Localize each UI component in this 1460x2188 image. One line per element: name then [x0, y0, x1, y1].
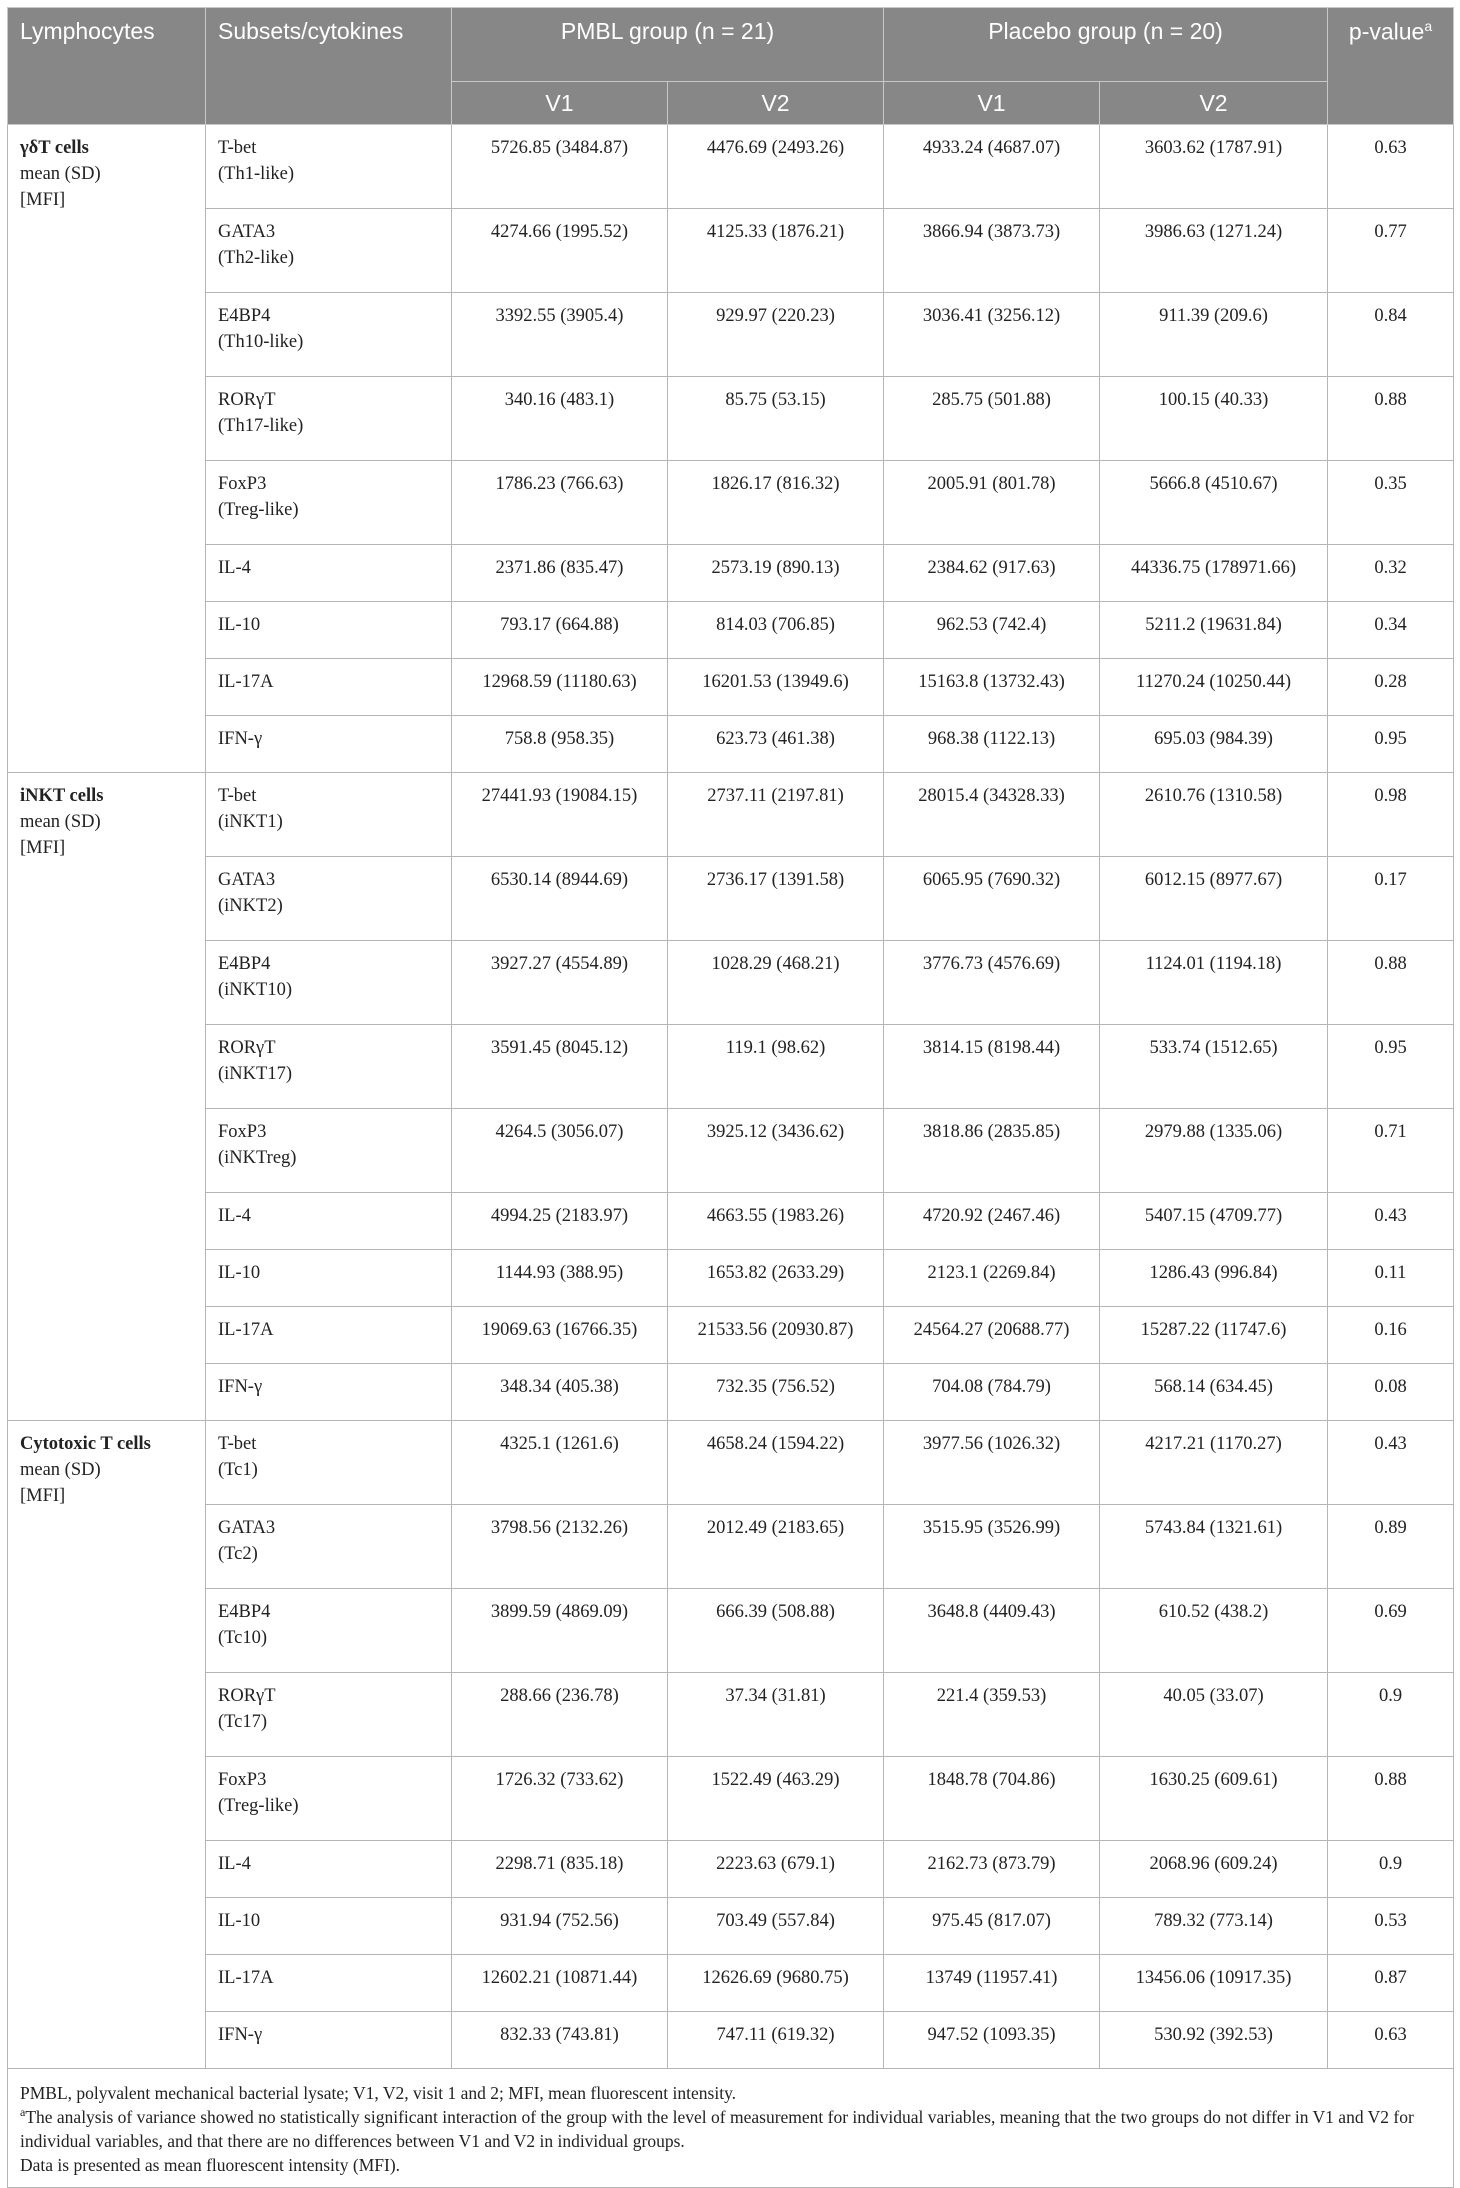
lymphocyte-group-unit: mean (SD): [20, 1460, 101, 1480]
subset-cell: [206, 1589, 452, 1673]
table-row: [8, 1505, 1454, 1589]
value-cell-pmbl-v1: 12968.59 (11180.63): [452, 659, 668, 716]
value-cell-pmbl-v1: 3392.55 (3905.4): [452, 293, 668, 377]
p-value-cell: 0.98: [1328, 773, 1454, 857]
subset-name: IL-4: [218, 1854, 251, 1874]
lymphocyte-group-unit: [MFI]: [20, 838, 66, 858]
subset-name: RORγT: [218, 1038, 276, 1058]
value-cell-pmbl-v2: 2737.11 (2197.81): [668, 773, 884, 857]
value-cell-pmbl-v1: 19069.63 (16766.35): [452, 1307, 668, 1364]
table-row: [8, 857, 1454, 941]
value-cell-pmbl-v1: 12602.21 (10871.44): [452, 1955, 668, 2012]
subset-cell: [206, 461, 452, 545]
p-value-cell: 0.43: [1328, 1193, 1454, 1250]
value-cell-pmbl-v1: 348.34 (405.38): [452, 1364, 668, 1421]
value-cell-placebo-v1: 3648.8 (4409.43): [884, 1589, 1100, 1673]
p-value-cell: 0.63: [1328, 2012, 1454, 2069]
table-row: [8, 209, 1454, 293]
subset-name: GATA3: [218, 870, 276, 890]
value-cell-placebo-v1: 28015.4 (34328.33): [884, 773, 1100, 857]
subset-name: IFN-γ: [218, 729, 263, 749]
table-row: [8, 716, 1454, 773]
subset-cell: [206, 1673, 452, 1757]
p-value-cell: 0.16: [1328, 1307, 1454, 1364]
value-cell-pmbl-v2: 2223.63 (679.1): [668, 1841, 884, 1898]
value-cell-placebo-v1: 975.45 (817.07): [884, 1898, 1100, 1955]
subset-cell: [206, 1025, 452, 1109]
value-cell-placebo-v1: 2162.73 (873.79): [884, 1841, 1100, 1898]
value-cell-placebo-v2: 40.05 (33.07): [1100, 1673, 1328, 1757]
value-cell-placebo-v2: 3986.63 (1271.24): [1100, 209, 1328, 293]
lymphocyte-group-name: iNKT cells: [20, 786, 104, 806]
header-pvalue: [1328, 8, 1454, 125]
lymphocyte-group-cell: [8, 125, 206, 773]
value-cell-pmbl-v2: 732.35 (756.52): [668, 1364, 884, 1421]
p-value-cell: 0.08: [1328, 1364, 1454, 1421]
p-value-cell: 0.43: [1328, 1421, 1454, 1505]
value-cell-pmbl-v1: 4325.1 (1261.6): [452, 1421, 668, 1505]
subset-name: IL-17A: [218, 1968, 274, 1988]
value-cell-placebo-v2: 100.15 (40.33): [1100, 377, 1328, 461]
subset-cell: [206, 1421, 452, 1505]
subset-name: FoxP3: [218, 1122, 267, 1142]
table-row: [8, 1364, 1454, 1421]
table-row: [8, 1421, 1454, 1505]
value-cell-pmbl-v1: 793.17 (664.88): [452, 602, 668, 659]
value-cell-placebo-v1: 221.4 (359.53): [884, 1673, 1100, 1757]
value-cell-placebo-v2: 4217.21 (1170.27): [1100, 1421, 1328, 1505]
subset-name: FoxP3: [218, 474, 267, 494]
value-cell-placebo-v1: 285.75 (501.88): [884, 377, 1100, 461]
value-cell-pmbl-v2: 21533.56 (20930.87): [668, 1307, 884, 1364]
header-placebo-v2: V2: [1100, 82, 1328, 125]
subset-alias: (Tc10): [218, 1628, 268, 1648]
table-row: [8, 1589, 1454, 1673]
value-cell-placebo-v1: 6065.95 (7690.32): [884, 857, 1100, 941]
value-cell-pmbl-v1: 3927.27 (4554.89): [452, 941, 668, 1025]
value-cell-pmbl-v1: 832.33 (743.81): [452, 2012, 668, 2069]
subset-cell: [206, 941, 452, 1025]
subset-name: GATA3: [218, 1518, 276, 1538]
subset-cell: [206, 716, 452, 773]
lymphocyte-group-unit: mean (SD): [20, 812, 101, 832]
value-cell-placebo-v1: 962.53 (742.4): [884, 602, 1100, 659]
value-cell-placebo-v2: 11270.24 (10250.44): [1100, 659, 1328, 716]
subset-cell: [206, 1757, 452, 1841]
table-row: [8, 1757, 1454, 1841]
value-cell-pmbl-v2: 2736.17 (1391.58): [668, 857, 884, 941]
value-cell-pmbl-v2: 37.34 (31.81): [668, 1673, 884, 1757]
value-cell-placebo-v1: 3776.73 (4576.69): [884, 941, 1100, 1025]
p-value-cell: 0.11: [1328, 1250, 1454, 1307]
subset-cell: [206, 602, 452, 659]
value-cell-placebo-v2: 13456.06 (10917.35): [1100, 1955, 1328, 2012]
subset-name: IL-10: [218, 615, 261, 635]
header-placebo-v1: V1: [884, 82, 1100, 125]
table-body: [8, 125, 1454, 2069]
value-cell-placebo-v1: 4720.92 (2467.46): [884, 1193, 1100, 1250]
lymphocyte-group-cell: [8, 773, 206, 1421]
subset-cell: [206, 1955, 452, 2012]
lymphocyte-group-name: Cytotoxic T cells: [20, 1434, 151, 1454]
value-cell-pmbl-v1: 1726.32 (733.62): [452, 1757, 668, 1841]
header-lymphocytes: Lymphocytes: [8, 8, 206, 125]
value-cell-placebo-v2: 1630.25 (609.61): [1100, 1757, 1328, 1841]
subset-name: E4BP4: [218, 954, 271, 974]
subset-alias: (iNKT17): [218, 1064, 292, 1084]
value-cell-placebo-v1: 4933.24 (4687.07): [884, 125, 1100, 209]
subset-alias: (Tc1): [218, 1460, 258, 1480]
value-cell-placebo-v2: 1124.01 (1194.18): [1100, 941, 1328, 1025]
value-cell-pmbl-v2: 85.75 (53.15): [668, 377, 884, 461]
value-cell-placebo-v1: 3818.86 (2835.85): [884, 1109, 1100, 1193]
subset-cell: [206, 209, 452, 293]
table-row: [8, 1841, 1454, 1898]
value-cell-pmbl-v1: 758.8 (958.35): [452, 716, 668, 773]
subset-name: FoxP3: [218, 1770, 267, 1790]
table-row: [8, 1673, 1454, 1757]
value-cell-pmbl-v2: 929.97 (220.23): [668, 293, 884, 377]
value-cell-placebo-v2: 911.39 (209.6): [1100, 293, 1328, 377]
subset-name: T-bet: [218, 1434, 257, 1454]
value-cell-placebo-v1: 2005.91 (801.78): [884, 461, 1100, 545]
value-cell-pmbl-v1: 2298.71 (835.18): [452, 1841, 668, 1898]
value-cell-placebo-v2: 533.74 (1512.65): [1100, 1025, 1328, 1109]
value-cell-pmbl-v1: 3591.45 (8045.12): [452, 1025, 668, 1109]
subset-name: IL-17A: [218, 1320, 274, 1340]
subset-alias: (Tc17): [218, 1712, 268, 1732]
value-cell-placebo-v1: 1848.78 (704.86): [884, 1757, 1100, 1841]
value-cell-pmbl-v2: 703.49 (557.84): [668, 1898, 884, 1955]
results-table: [7, 7, 1454, 2188]
header-pmbl-group: PMBL group (n = 21): [452, 8, 884, 82]
value-cell-pmbl-v1: 5726.85 (3484.87): [452, 125, 668, 209]
value-cell-placebo-v2: 6012.15 (8977.67): [1100, 857, 1328, 941]
value-cell-pmbl-v1: 931.94 (752.56): [452, 1898, 668, 1955]
subset-cell: [206, 1109, 452, 1193]
subset-name: E4BP4: [218, 1602, 271, 1622]
value-cell-pmbl-v2: 4658.24 (1594.22): [668, 1421, 884, 1505]
p-value-cell: 0.77: [1328, 209, 1454, 293]
subset-name: RORγT: [218, 390, 276, 410]
value-cell-placebo-v1: 968.38 (1122.13): [884, 716, 1100, 773]
subset-alias: (Th10-like): [218, 332, 304, 352]
p-value-cell: 0.89: [1328, 1505, 1454, 1589]
p-value-cell: 0.28: [1328, 659, 1454, 716]
value-cell-placebo-v2: 610.52 (438.2): [1100, 1589, 1328, 1673]
subset-cell: [206, 1505, 452, 1589]
subset-cell: [206, 377, 452, 461]
lymphocyte-group-name: γδT cells: [20, 138, 89, 158]
lymphocyte-group-unit: mean (SD): [20, 164, 101, 184]
subset-alias: (iNKTreg): [218, 1148, 297, 1168]
value-cell-pmbl-v2: 119.1 (98.62): [668, 1025, 884, 1109]
value-cell-pmbl-v2: 4476.69 (2493.26): [668, 125, 884, 209]
p-value-cell: 0.32: [1328, 545, 1454, 602]
header-pvalue-label: p-value: [1348, 18, 1425, 45]
lymphocyte-group-unit: [MFI]: [20, 1486, 66, 1506]
value-cell-pmbl-v1: 2371.86 (835.47): [452, 545, 668, 602]
value-cell-pmbl-v1: 3798.56 (2132.26): [452, 1505, 668, 1589]
subset-name: IL-4: [218, 558, 251, 578]
p-value-cell: 0.84: [1328, 293, 1454, 377]
p-value-cell: 0.34: [1328, 602, 1454, 659]
table-row: [8, 545, 1454, 602]
table-row: [8, 1898, 1454, 1955]
footnote-data-note: Data is presented as mean fluorescent intensity (MFI).: [20, 2155, 401, 2175]
value-cell-pmbl-v1: 4274.66 (1995.52): [452, 209, 668, 293]
subset-cell: [206, 857, 452, 941]
value-cell-pmbl-v2: 623.73 (461.38): [668, 716, 884, 773]
value-cell-placebo-v2: 789.32 (773.14): [1100, 1898, 1328, 1955]
header-pvalue-sup: a: [1424, 18, 1433, 34]
table-row: [8, 377, 1454, 461]
p-value-cell: 0.87: [1328, 1955, 1454, 2012]
p-value-cell: 0.35: [1328, 461, 1454, 545]
table-container: [7, 7, 1453, 2188]
header-pmbl-v2: V2: [668, 82, 884, 125]
p-value-cell: 0.53: [1328, 1898, 1454, 1955]
p-value-cell: 0.88: [1328, 377, 1454, 461]
value-cell-placebo-v1: 3977.56 (1026.32): [884, 1421, 1100, 1505]
value-cell-pmbl-v1: 288.66 (236.78): [452, 1673, 668, 1757]
subset-alias: (Th2-like): [218, 248, 295, 268]
footnotes: [8, 2069, 1454, 2188]
value-cell-placebo-v1: 947.52 (1093.35): [884, 2012, 1100, 2069]
p-value-cell: 0.88: [1328, 941, 1454, 1025]
value-cell-placebo-v2: 695.03 (984.39): [1100, 716, 1328, 773]
p-value-cell: 0.63: [1328, 125, 1454, 209]
p-value-cell: 0.71: [1328, 1109, 1454, 1193]
subset-alias: (Treg-like): [218, 500, 299, 520]
subset-name: T-bet: [218, 138, 257, 158]
value-cell-placebo-v1: 24564.27 (20688.77): [884, 1307, 1100, 1364]
subset-alias: (iNKT10): [218, 980, 292, 1000]
value-cell-pmbl-v1: 1144.93 (388.95): [452, 1250, 668, 1307]
subset-name: IFN-γ: [218, 1377, 263, 1397]
value-cell-pmbl-v2: 1028.29 (468.21): [668, 941, 884, 1025]
footnote-anova-text: The analysis of variance showed no statistically significant interaction of the group with the level of measurement for individual variables, meaning that the two groups do not differ in V1 and V2 for individual variables, and that there are no differences between V1 and V2 in individual groups.: [20, 2107, 1414, 2151]
subset-alias: (iNKT1): [218, 812, 283, 832]
table-row: [8, 941, 1454, 1025]
subset-alias: (Th1-like): [218, 164, 295, 184]
subset-cell: [206, 1841, 452, 1898]
value-cell-pmbl-v1: 340.16 (483.1): [452, 377, 668, 461]
p-value-cell: 0.88: [1328, 1757, 1454, 1841]
value-cell-pmbl-v2: 16201.53 (13949.6): [668, 659, 884, 716]
value-cell-placebo-v2: 5743.84 (1321.61): [1100, 1505, 1328, 1589]
subset-name: IFN-γ: [218, 2025, 263, 2045]
subset-cell: [206, 1364, 452, 1421]
value-cell-pmbl-v1: 4264.5 (3056.07): [452, 1109, 668, 1193]
value-cell-placebo-v2: 2610.76 (1310.58): [1100, 773, 1328, 857]
value-cell-pmbl-v2: 2012.49 (2183.65): [668, 1505, 884, 1589]
subset-name: T-bet: [218, 786, 257, 806]
subset-name: IL-17A: [218, 672, 274, 692]
subset-cell: [206, 773, 452, 857]
p-value-cell: 0.17: [1328, 857, 1454, 941]
p-value-cell: 0.69: [1328, 1589, 1454, 1673]
value-cell-pmbl-v2: 12626.69 (9680.75): [668, 1955, 884, 2012]
value-cell-placebo-v2: 15287.22 (11747.6): [1100, 1307, 1328, 1364]
value-cell-placebo-v1: 3515.95 (3526.99): [884, 1505, 1100, 1589]
value-cell-placebo-v1: 3036.41 (3256.12): [884, 293, 1100, 377]
table-row: [8, 659, 1454, 716]
value-cell-pmbl-v1: 1786.23 (766.63): [452, 461, 668, 545]
p-value-cell: 0.95: [1328, 716, 1454, 773]
table-row: [8, 1193, 1454, 1250]
value-cell-pmbl-v2: 2573.19 (890.13): [668, 545, 884, 602]
subset-cell: [206, 1307, 452, 1364]
table-row: [8, 2012, 1454, 2069]
value-cell-pmbl-v2: 666.39 (508.88): [668, 1589, 884, 1673]
table-row: [8, 1250, 1454, 1307]
subset-cell: [206, 659, 452, 716]
value-cell-placebo-v1: 15163.8 (13732.43): [884, 659, 1100, 716]
subset-alias: (Th17-like): [218, 416, 304, 436]
table-row: [8, 1955, 1454, 2012]
subset-name: GATA3: [218, 222, 276, 242]
value-cell-placebo-v1: 2123.1 (2269.84): [884, 1250, 1100, 1307]
value-cell-placebo-v1: 2384.62 (917.63): [884, 545, 1100, 602]
value-cell-pmbl-v2: 1653.82 (2633.29): [668, 1250, 884, 1307]
value-cell-placebo-v2: 3603.62 (1787.91): [1100, 125, 1328, 209]
value-cell-pmbl-v2: 1826.17 (816.32): [668, 461, 884, 545]
footnote-marker: a: [20, 2105, 26, 2120]
value-cell-placebo-v2: 568.14 (634.45): [1100, 1364, 1328, 1421]
subset-alias: (Tc2): [218, 1544, 258, 1564]
footnote-abbreviations: PMBL, polyvalent mechanical bacterial lysate; V1, V2, visit 1 and 2; MFI, mean fluorescent intensity.: [20, 2083, 737, 2103]
table-row: [8, 602, 1454, 659]
subset-cell: [206, 1898, 452, 1955]
subset-name: E4BP4: [218, 306, 271, 326]
table-row: [8, 1025, 1454, 1109]
table-header: [8, 8, 1454, 125]
subset-name: IL-10: [218, 1911, 261, 1931]
p-value-cell: 0.95: [1328, 1025, 1454, 1109]
lymphocyte-group-unit: [MFI]: [20, 190, 66, 210]
subset-name: IL-10: [218, 1263, 261, 1283]
value-cell-placebo-v2: 530.92 (392.53): [1100, 2012, 1328, 2069]
footnote-anova: [20, 2105, 1441, 2153]
header-subsets: Subsets/cytokines: [206, 8, 452, 125]
table-footer: [8, 2069, 1454, 2188]
value-cell-pmbl-v1: 3899.59 (4869.09): [452, 1589, 668, 1673]
subset-alias: (iNKT2): [218, 896, 283, 916]
subset-cell: [206, 293, 452, 377]
subset-alias: (Treg-like): [218, 1796, 299, 1816]
subset-name: RORγT: [218, 1686, 276, 1706]
value-cell-placebo-v1: 704.08 (784.79): [884, 1364, 1100, 1421]
value-cell-pmbl-v2: 1522.49 (463.29): [668, 1757, 884, 1841]
p-value-cell: 0.9: [1328, 1673, 1454, 1757]
value-cell-placebo-v1: 13749 (11957.41): [884, 1955, 1100, 2012]
table-row: [8, 1109, 1454, 1193]
value-cell-placebo-v2: 5666.8 (4510.67): [1100, 461, 1328, 545]
value-cell-placebo-v1: 3866.94 (3873.73): [884, 209, 1100, 293]
subset-cell: [206, 2012, 452, 2069]
value-cell-placebo-v1: 3814.15 (8198.44): [884, 1025, 1100, 1109]
header-pmbl-v1: V1: [452, 82, 668, 125]
table-row: [8, 125, 1454, 209]
p-value-cell: 0.9: [1328, 1841, 1454, 1898]
value-cell-pmbl-v1: 6530.14 (8944.69): [452, 857, 668, 941]
table-row: [8, 293, 1454, 377]
value-cell-pmbl-v1: 4994.25 (2183.97): [452, 1193, 668, 1250]
table-row: [8, 773, 1454, 857]
value-cell-placebo-v2: 2979.88 (1335.06): [1100, 1109, 1328, 1193]
subset-name: IL-4: [218, 1206, 251, 1226]
value-cell-placebo-v2: 5211.2 (19631.84): [1100, 602, 1328, 659]
table-row: [8, 1307, 1454, 1364]
subset-cell: [206, 545, 452, 602]
value-cell-pmbl-v2: 4663.55 (1983.26): [668, 1193, 884, 1250]
header-placebo-group: Placebo group (n = 20): [884, 8, 1328, 82]
value-cell-pmbl-v2: 814.03 (706.85): [668, 602, 884, 659]
value-cell-placebo-v2: 5407.15 (4709.77): [1100, 1193, 1328, 1250]
lymphocyte-group-cell: [8, 1421, 206, 2069]
subset-cell: [206, 1250, 452, 1307]
subset-cell: [206, 125, 452, 209]
value-cell-pmbl-v1: 27441.93 (19084.15): [452, 773, 668, 857]
value-cell-pmbl-v2: 747.11 (619.32): [668, 2012, 884, 2069]
value-cell-placebo-v2: 44336.75 (178971.66): [1100, 545, 1328, 602]
value-cell-pmbl-v2: 3925.12 (3436.62): [668, 1109, 884, 1193]
table-row: [8, 461, 1454, 545]
subset-cell: [206, 1193, 452, 1250]
value-cell-pmbl-v2: 4125.33 (1876.21): [668, 209, 884, 293]
value-cell-placebo-v2: 2068.96 (609.24): [1100, 1841, 1328, 1898]
value-cell-placebo-v2: 1286.43 (996.84): [1100, 1250, 1328, 1307]
